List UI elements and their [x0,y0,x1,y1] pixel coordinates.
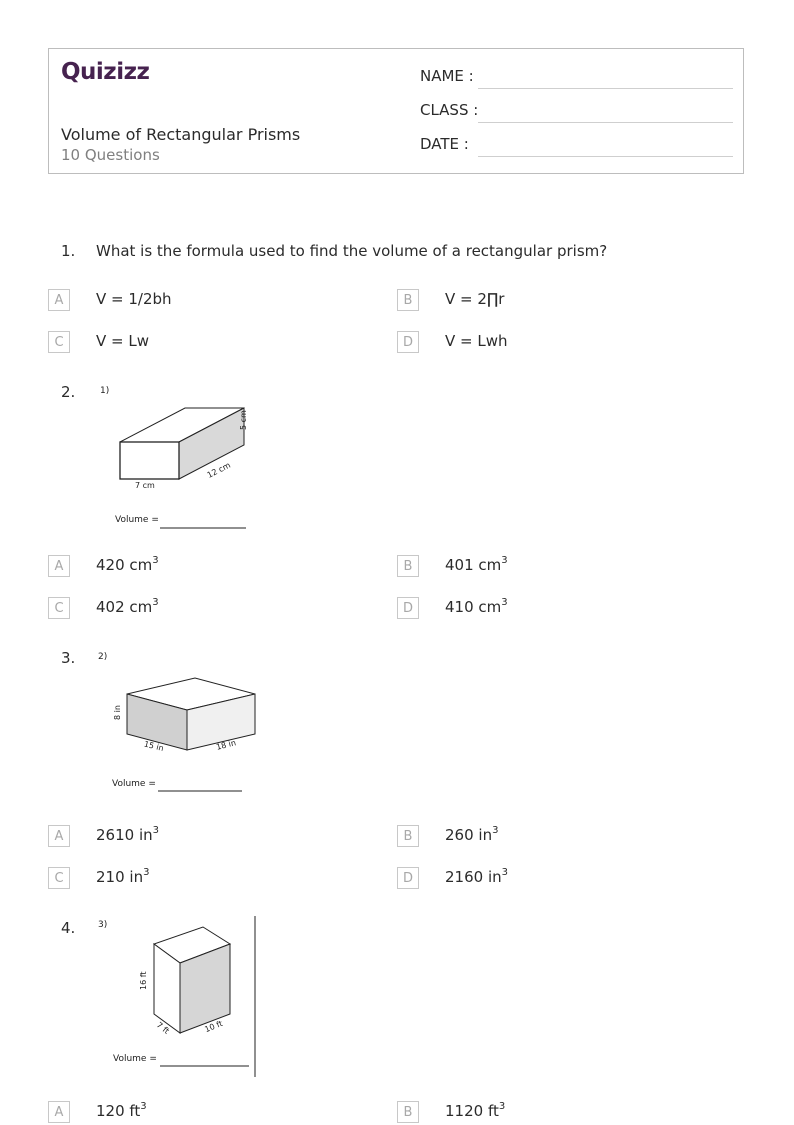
question-1-text: What is the formula used to find the volume of a rectangular prism? [96,242,608,260]
option-exponent: 3 [140,1101,147,1112]
name-label: NAME : [420,67,474,85]
dimension-label: 18 in [215,738,237,752]
option-exponent: 3 [501,555,508,566]
option-letter: C [48,331,70,353]
option-text [445,556,508,574]
option-text: V = Lwh [445,332,508,350]
option-value: 420 cm [96,556,153,574]
option-letter: A [48,1101,70,1123]
option-exponent: 3 [501,867,508,878]
dimension-label: 7 ft [154,1020,171,1036]
option-letter: D [397,331,419,353]
option-letter: B [397,1101,419,1123]
option-exponent: 3 [498,1101,506,1112]
prism-1-diagram [96,378,276,538]
question-3-figure [96,644,276,808]
worksheet-title: Volume of Rectangular Prisms [61,125,301,144]
option-text [445,598,508,616]
name-line[interactable] [478,88,733,89]
quizizz-logo: Quizizz [61,59,150,85]
option-letter: D [397,867,419,889]
option-exponent: 3 [143,867,150,878]
question-4-figure [96,914,266,1084]
class-label: CLASS : [420,101,479,119]
volume-label: Volume = [112,779,156,789]
volume-label: Volume = [113,1054,157,1064]
dimension-label: 5 cm [239,410,248,430]
option-value: 1120 ft [445,1102,499,1120]
name-field[interactable] [420,67,733,89]
option-text [96,868,149,886]
option-exponent: 3 [152,825,159,836]
volume-label: Volume = [115,515,159,525]
option-letter: B [397,825,419,847]
option-text [445,1102,505,1120]
question-4-number: 4. [61,919,76,937]
option-value: 402 cm [96,598,153,616]
dimension-label: 16 ft [139,971,148,990]
option-value: 2610 in [96,826,153,844]
option-letter: C [48,867,70,889]
option-exponent: 3 [501,597,508,608]
option-text [96,1102,147,1120]
option-text [445,826,498,844]
option-text: V = 1/2bh [96,290,172,308]
option-text [96,598,159,616]
question-count: 10 Questions [61,146,160,164]
option-value: 210 in [96,868,144,886]
class-line[interactable] [478,122,733,123]
option-exponent: 3 [152,555,159,566]
figure-tag: 1) [100,386,110,396]
option-text: V = Lw [96,332,149,350]
worksheet-header [48,48,744,174]
option-text [96,826,159,844]
option-letter: B [397,289,419,311]
prism-front-face [120,442,179,479]
option-exponent: 3 [152,597,159,608]
dimension-label: 15 in [142,739,165,754]
option-letter: C [48,597,70,619]
question-3-number: 3. [61,649,76,667]
option-exponent: 3 [492,825,499,836]
option-value: 401 cm [445,556,502,574]
prism-2-diagram [96,644,276,804]
option-value: 260 in [445,826,493,844]
figure-tag: 3) [98,920,108,930]
dimension-label: 12 cm [205,460,233,480]
option-text [96,556,159,574]
question-2-figure [96,378,276,542]
class-field[interactable] [420,101,733,123]
dimension-label: 10 ft [203,1018,224,1035]
dimension-label: 7 cm [135,481,155,490]
option-letter: A [48,825,70,847]
date-field[interactable] [420,135,733,157]
date-label: DATE : [420,135,469,153]
option-text [445,868,508,886]
option-value: 410 cm [445,598,502,616]
option-letter: D [397,597,419,619]
option-text: V = 2∏r [445,290,505,308]
option-value: 120 ft [96,1102,141,1120]
option-value: 2160 in [445,868,502,886]
option-letter: A [48,555,70,577]
prism-3-diagram [96,914,266,1080]
figure-tag: 2) [98,652,108,662]
option-letter: A [48,289,70,311]
question-1-number: 1. [61,242,76,260]
question-2-number: 2. [61,383,76,401]
option-letter: B [397,555,419,577]
date-line[interactable] [478,156,733,157]
dimension-label: 8 in [113,705,122,720]
